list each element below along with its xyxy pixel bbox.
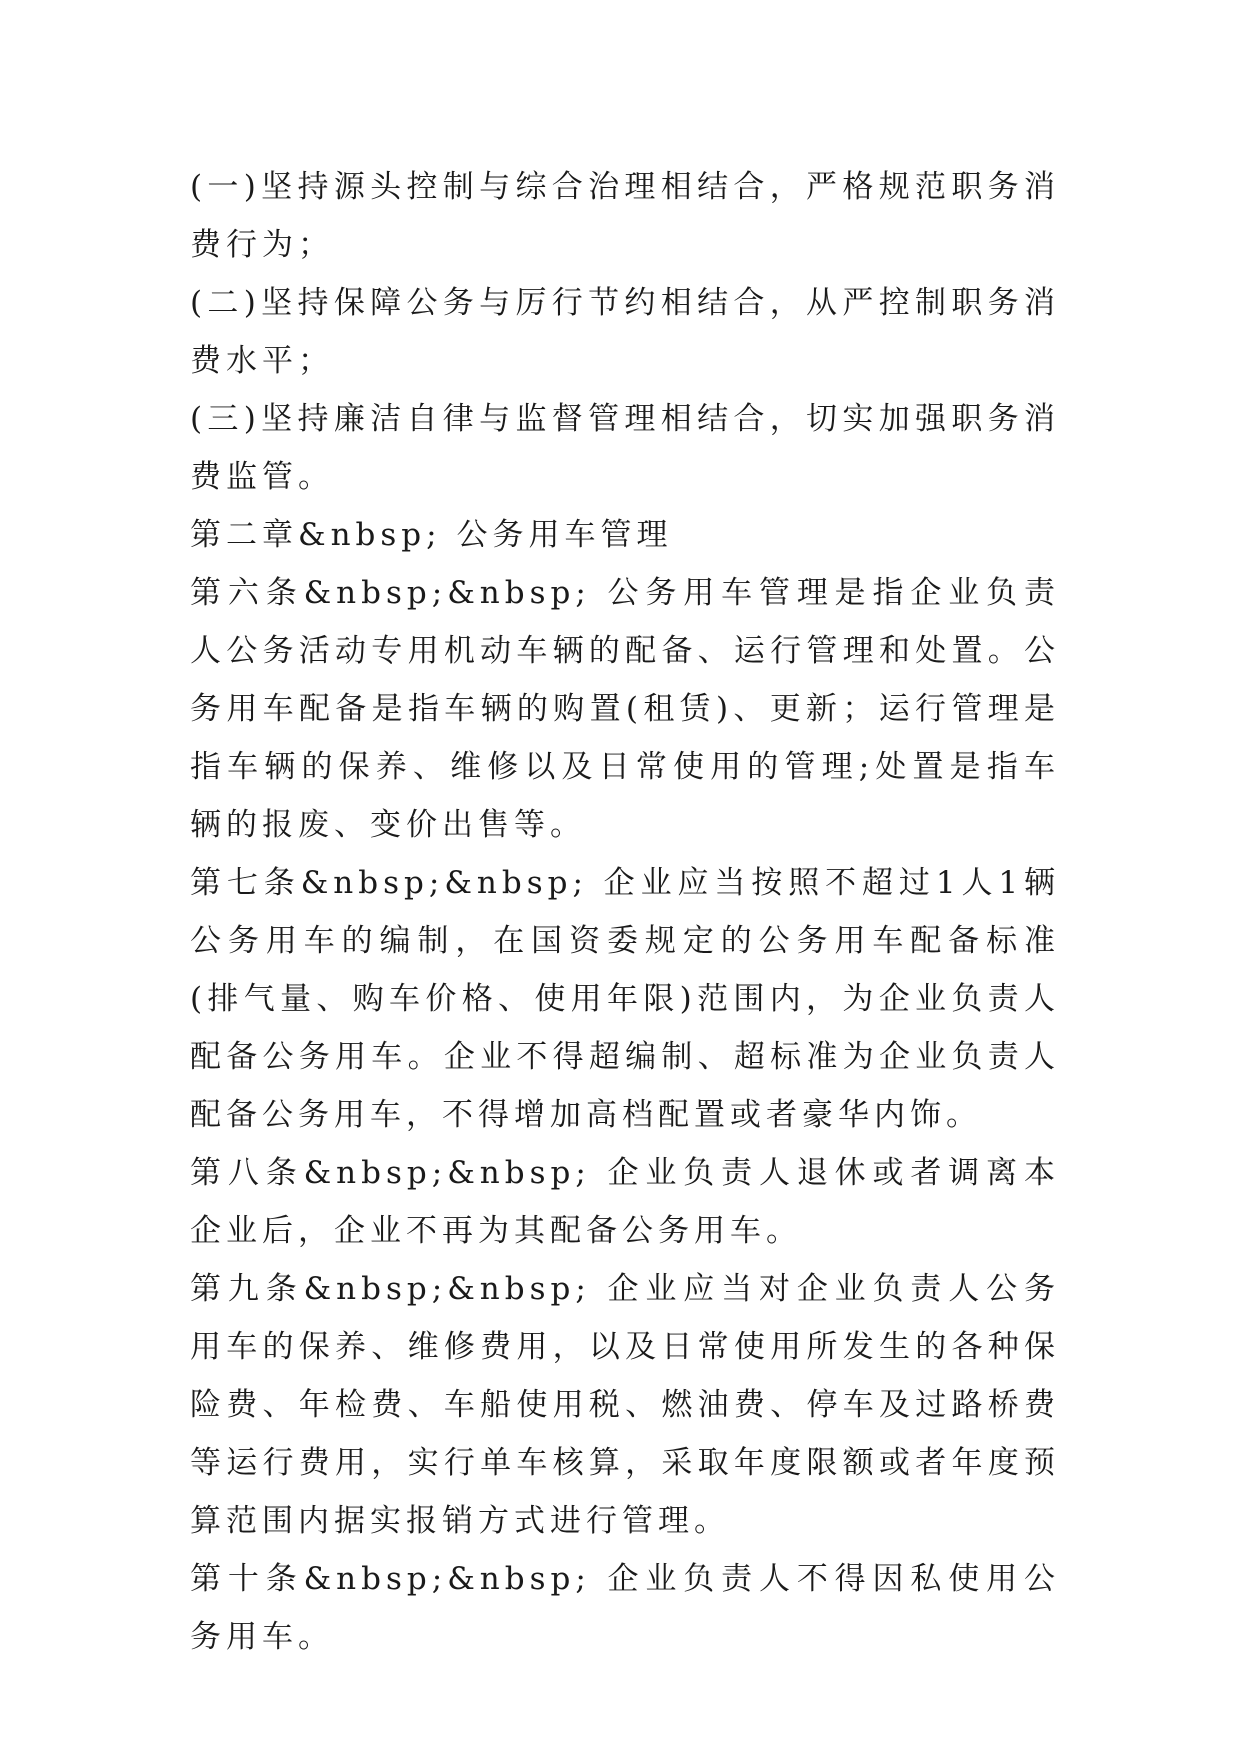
article-6: 第六条&nbsp;&nbsp; 公务用车管理是指企业负责人公务活动专用机动车辆的配备、运行管理和处置。公务用车配备是指车辆的购置(租赁)、更新；运行管理是指车辆的保养、维修以及日常使用的管理;处置是指车辆的报废、变价出售等。 xyxy=(190,575,1060,843)
article-10: 第十条&nbsp;&nbsp; 企业负责人不得因私使用公务用车。 xyxy=(190,1561,1060,1655)
article-7: 第七条&nbsp;&nbsp; 企业应当按照不超过1人1辆公务用车的编制，在国资委规定的公务用车配备标准(排气量、购车价格、使用年限)范围内，为企业负责人配备公务用车。企业不得超编制、超标准为企业负责人配备公务用车，不得增加高档配置或者豪华内饰。 xyxy=(190,865,1060,1133)
chapter-heading: 第二章&nbsp; 公务用车管理 xyxy=(190,517,673,553)
paragraph-principle-2: (二)坚持保障公务与厉行节约相结合，从严控制职务消费水平； xyxy=(190,285,1060,379)
article-9: 第九条&nbsp;&nbsp; 企业应当对企业负责人公务用车的保养、维修费用，以及日常使用所发生的各种保险费、年检费、车船使用税、燃油费、停车及过路桥费等运行费用，实行单车核算，采取年度限额或者年度预算范围内据实报销方式进行管理。 xyxy=(190,1271,1060,1539)
paragraph-principle-1: (一)坚持源头控制与综合治理相结合，严格规范职务消费行为； xyxy=(190,169,1060,263)
document-body xyxy=(190,158,1060,1666)
paragraph-principle-3: (三)坚持廉洁自律与监督管理相结合，切实加强职务消费监管。 xyxy=(190,401,1060,495)
article-8: 第八条&nbsp;&nbsp; 企业负责人退休或者调离本企业后，企业不再为其配备公务用车。 xyxy=(190,1155,1060,1249)
